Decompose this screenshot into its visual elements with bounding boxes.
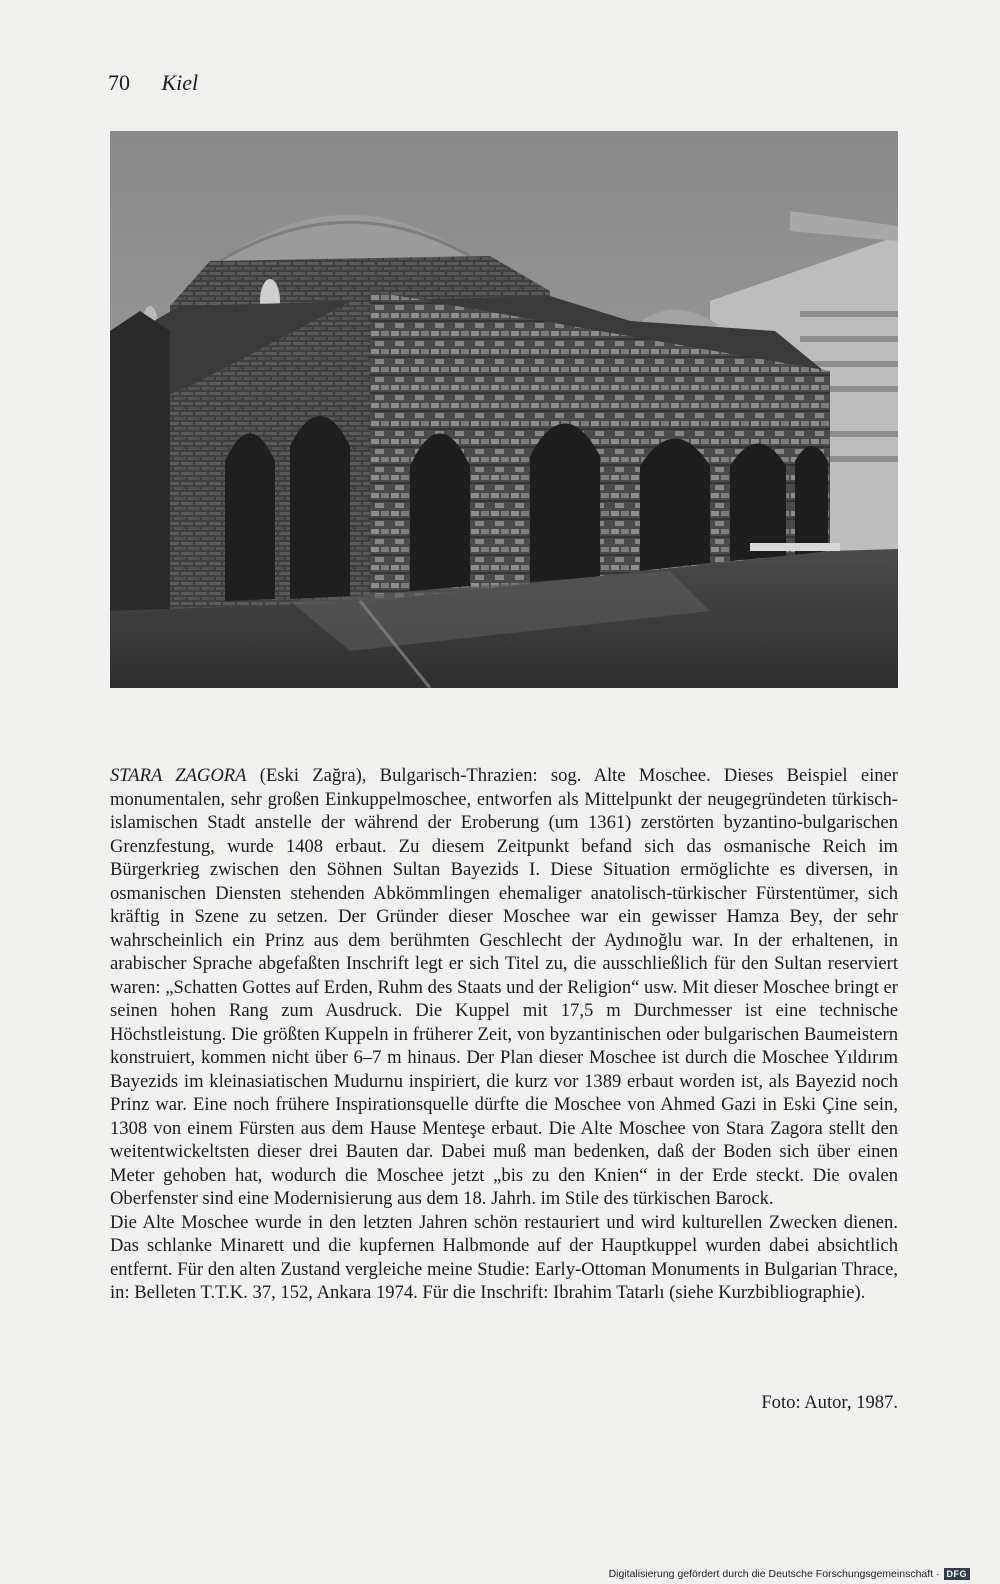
photo-mosque-stara-zagora-icon: [110, 131, 898, 688]
footer-note-text: Digitalisierung gefördert durch die Deutsche Forschungsgemeinschaft ·: [608, 1568, 940, 1580]
caption-place-name: STARA ZAGORA: [110, 765, 247, 786]
caption-paragraph-1-text: (Eski Zağra), Bulgarisch-Thrazien: sog. Alte Moschee. Dieses Beispiel einer monumentalen, sehr großen Einkuppelmoschee, entworfen als Mittelpunkt der neugegründeten türkisch-islamischen Stadt anstelle der während der Eroberung (um 1361) zerstörten byzantino-bulgarischen Grenzfestung, wurde 1408 erbaut. Zu diesem Zeitpunkt befand sich das osmanische Reich im Bürgerkrieg zwischen den Söhnen Sultan Bayezids I. Diese Situation ermöglichte es diversen, in osmanischen Diensten stehenden Abkömmlingen ehemaliger anatolisch-türkischer Fürstentümer, sich kräftig in Szene zu setzen. Der Gründer dieser Moschee war ein gewisser Hamza Bey, der sehr wahrscheinlich ein Prinz aus dem berühmten Geschlecht der Aydınoğlu war. In der erhaltenen, in arabischer Sprache abgefaßten Inschrift legt er sich Titel zu, die ausschließlich für den Sultan reserviert waren: „Schatten Gottes auf Erden, Ruhm des Staats und der Religion“ usw. Mit dieser Moschee bringt er seinen hohen Rang zum Ausdruck. Die Kuppel mit 17,5 m Durchmesser ist eine technische Höchstleistung. Die größten Kuppeln in früherer Zeit, von byzantinischen oder bulgarischen Baumeistern konstruiert, kommen nicht über 6–7 m hinaus. Der Plan dieser Moschee ist durch die Moschee Yıldırım Bayezids im kleinasiatischen Mudurnu inspiriert, die kurz vor 1389 erbaut worden ist, als Bayezid noch Prinz war. Eine noch frühere Inspirationsquelle dürfte die Moschee von Ahmed Gazi in Eski Çine sein, 1308 von einem Fürsten aus dem Hause Menteşe erbaut. Die Alte Moschee von Stara Zagora stellt den weitentwickeltsten dieser drei Bauten dar. Dabei muß man bedenken, daß der Boden sich über einen Meter gehoben hat, wodurch die Moschee jetzt „bis zu den Knien“ in der Erde steckt. Die ovalen Oberfenster sind eine Modernisierung aus dem 18. Jahrh. im Stile des türkischen Barock.: [110, 765, 898, 1209]
caption-paragraph-1: [110, 764, 898, 1211]
dfg-logo-icon: DFG: [944, 1568, 971, 1580]
mosque-photograph: [110, 131, 898, 688]
photo-credit: Foto: Autor, 1987.: [761, 1392, 898, 1413]
figure-caption: [110, 764, 898, 1305]
running-header: [108, 70, 198, 96]
digitization-footer: [609, 1567, 970, 1581]
running-header-author: Kiel: [161, 70, 199, 95]
page-number: 70: [108, 70, 130, 95]
caption-paragraph-2: Die Alte Moschee wurde in den letzten Jahren schön restauriert und wird kulturellen Zwecken dienen. Das schlanke Minarett und die kupfernen Halbmonde auf der Hauptkuppel wurden dabei absichtlich entfernt. Für den alten Zustand vergleiche meine Studie: Early-Ottoman Monuments in Bulgarian Thrace, in: Belleten T.T.K. 37, 152, Ankara 1974. Für die Inschrift: Ibrahim Tatarlı (siehe Kurzbibliographie).: [110, 1211, 898, 1303]
